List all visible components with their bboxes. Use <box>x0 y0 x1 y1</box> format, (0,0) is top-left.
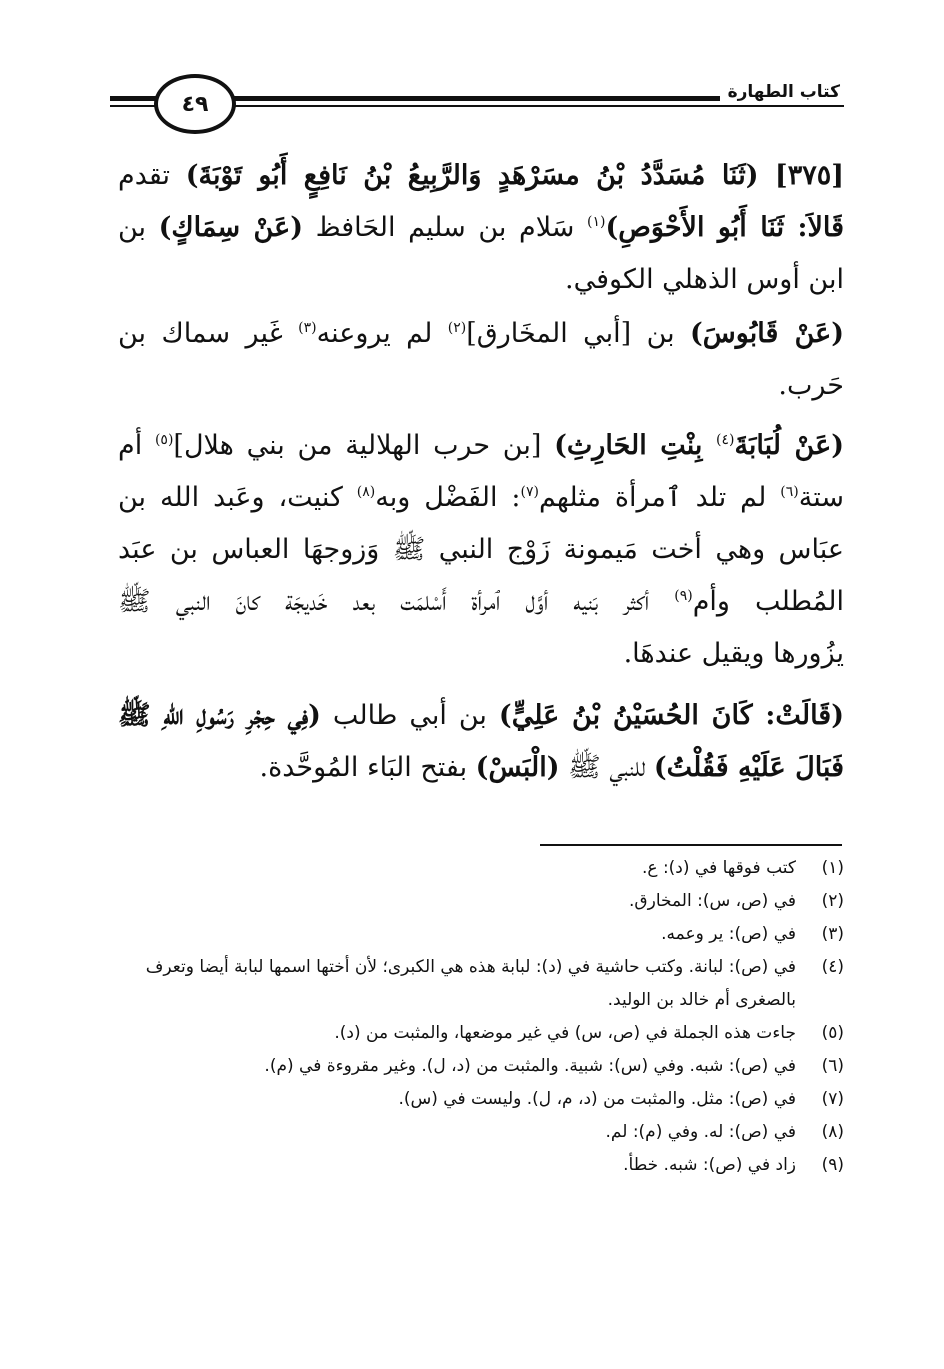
text-span: عبَاس وهي أخت مَيمونة زَوْج النبي ﷺ وَزوجهَا العباس بن عبَد <box>118 534 844 565</box>
footnote <box>110 1149 844 1182</box>
text-span: المُطلب وأم <box>692 586 844 617</box>
footnote-marker: (١) <box>587 214 606 230</box>
footnote-marker: (٣) <box>298 320 317 336</box>
footnote <box>110 852 844 885</box>
text-span: لم يروعنه <box>316 318 448 349</box>
footnotes <box>110 852 844 1182</box>
footnote <box>110 951 844 1017</box>
footnote-marker: (٨) <box>356 484 376 500</box>
text-span: ابن أوس الذهلي الكوفي. <box>565 264 844 295</box>
text-span: بفتح البَاء المُوحَّدة. <box>259 752 476 783</box>
footnote-separator <box>540 844 842 846</box>
text-span: (عَنْ لُبَابَةَ <box>734 430 844 461</box>
text-span: غَير سماك بن <box>118 318 299 349</box>
footnote <box>110 1017 844 1050</box>
footnote-text: في (ص، س): المخارق. <box>629 891 796 911</box>
text-span: [٣٧٥] (ثَنَا مُسَدَّدُ بْنُ مسَرْهَدٍ وَالرَّبِيعُ بْنُ نَافِعٍ أَبُو تَوْبَةَ) <box>185 160 844 191</box>
footnote-text: في (ص): مثل. والمثبت من (د، م، ل). وليست في (س). <box>398 1089 796 1109</box>
footnote <box>110 885 844 918</box>
footnote-number: (٧) <box>821 1089 844 1109</box>
footnote-text: في (ص): لبانة. وكتب حاشية في (د): لبابة هذه هي الكبرى؛ لأن أختها اسمها لبابة أيضا وتعرف بالصغرى أم خالد بن الوليد. <box>145 957 796 1010</box>
text-line <box>118 742 844 794</box>
text-span: حَرب. <box>778 370 844 401</box>
footnote-marker: (٧) <box>520 484 539 500</box>
page-number: ٤٩ <box>154 74 236 134</box>
text-line <box>118 420 844 472</box>
text-line <box>118 360 844 412</box>
text-line <box>118 628 844 680</box>
footnote <box>110 918 844 951</box>
text-span: كنيت، وعَبد الله بن <box>118 482 357 513</box>
footnote-marker: (٩) <box>674 588 693 604</box>
paragraph <box>118 690 844 794</box>
text-line <box>118 472 844 524</box>
footnote-marker: (٤) <box>715 432 735 448</box>
text-span: (قَالَتْ: كَانَ الحُسَيْنُ بْنُ عَلِيٍّ) <box>498 700 844 731</box>
footnote-text: جاءت هذه الجملة في (ص، س) في غير موضعها، والمثبت من (د). <box>334 1023 796 1043</box>
footnote-number: (٤) <box>821 957 844 977</box>
text-span: أم <box>118 430 155 461</box>
footnote-text: في (ص): ير وعمه. <box>661 924 796 944</box>
text-line <box>118 202 844 254</box>
footnote <box>110 1083 844 1116</box>
paragraph <box>118 150 844 306</box>
footnote-number: (٨) <box>821 1122 844 1142</box>
footnote-marker: (٥) <box>154 432 174 448</box>
footnote-number: (٩) <box>821 1155 844 1175</box>
text-span: بن [أبي المخَارق] <box>466 318 691 349</box>
text-span: سَلام بن سليم الحَافظ <box>302 212 588 243</box>
footnote-text: في (ص): شبه. وفي (س): شبية. والمثبت من (د، ل). وغير مقروءة في (م). <box>264 1056 796 1076</box>
text-span: (فِي حِجْرِ رَسُولِ اللهِ ﷺ <box>118 700 321 731</box>
text-span: (الْبَسْ) <box>475 752 560 783</box>
text-span: للنبي ﷺ <box>559 752 654 783</box>
footnote-number: (٣) <box>821 924 844 944</box>
text-span: : الفَضْل وبه <box>375 482 521 513</box>
footnote-number: (٥) <box>821 1023 844 1043</box>
text-span: (عَنْ قَابُوسَ) <box>690 318 844 349</box>
paragraph <box>118 308 844 412</box>
text-span: تقدم <box>118 160 186 191</box>
text-span: قَالاَ: ثَنَا أَبُو الأَحْوَصِ) <box>605 212 844 243</box>
text-line <box>118 150 844 202</box>
text-span: أكثر بَنيه أوَّل ٱمرأة أَسْلمَت بعد خَديجَة كانَ النبي ﷺ <box>118 586 675 617</box>
text-span: بن <box>118 212 147 243</box>
text-line <box>118 576 844 628</box>
footnote-text: في (ص): له. وفي (م): لم. <box>605 1122 796 1142</box>
page-header <box>110 74 844 134</box>
text-line <box>118 308 844 360</box>
text-span: فَبَالَ عَلَيْهِ فَقُلْتُ) <box>653 752 844 783</box>
text-span: ستة <box>798 482 844 513</box>
footnote-text: كتب فوقها في (د): ع. <box>642 858 796 878</box>
footnote-text: زاد في (ص): شبه. خطأ. <box>623 1155 796 1175</box>
footnote-number: (٢) <box>821 891 844 911</box>
footnote <box>110 1050 844 1083</box>
text-span: يزُورها ويقيل عندهَا. <box>623 638 844 669</box>
footnote-number: (١) <box>821 858 844 878</box>
text-span: لم تلد ٱمرأة مثلهم <box>538 482 781 513</box>
footnote-number: (٦) <box>821 1056 844 1076</box>
running-title: كتاب الطهارة <box>720 82 844 102</box>
footnote-marker: (٢) <box>447 320 467 336</box>
footnote-marker: (٦) <box>780 484 799 500</box>
paragraph <box>118 420 844 680</box>
text-span: بن أبي طالب <box>320 700 499 731</box>
footnote <box>110 1116 844 1149</box>
text-span: [بن حرب الهلالية من بني هلال] <box>173 430 555 461</box>
text-line <box>118 524 844 576</box>
text-span: (عَنْ سِمَاكٍ) <box>158 212 303 243</box>
text-line <box>118 254 844 306</box>
text-line <box>118 690 844 742</box>
text-span: بِنْتِ الحَارِثِ) <box>554 430 716 461</box>
